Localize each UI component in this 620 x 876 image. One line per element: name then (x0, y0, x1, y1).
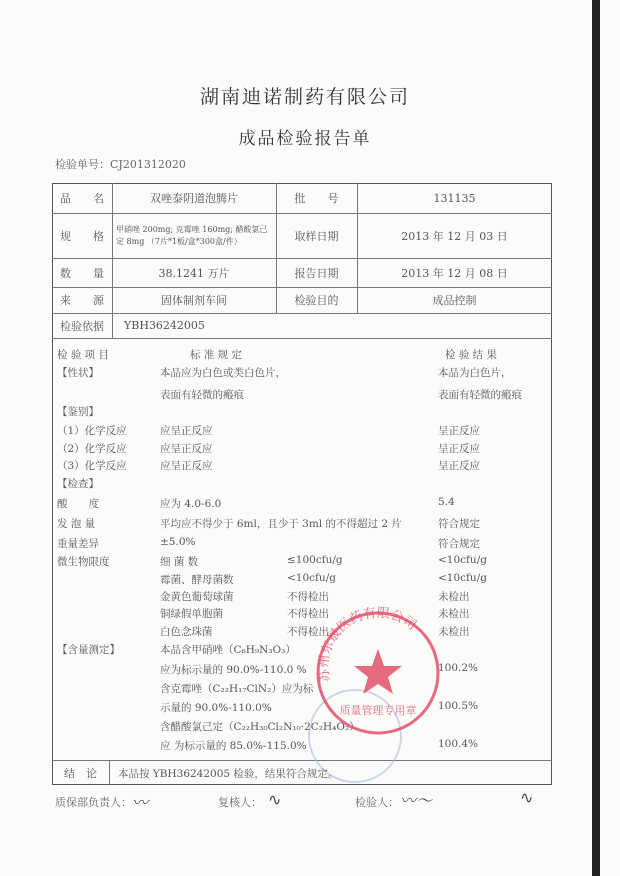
row-standard: 表面有轻微的瘢痕 (160, 389, 244, 401)
inspector-signature: 〰〜 (400, 791, 433, 810)
stamp-purpose: 质量管理专用章 (339, 704, 417, 717)
basis-label: 检验依据 (60, 319, 104, 333)
report-number (55, 156, 186, 172)
row-result: 呈正反应 (438, 443, 480, 455)
row-result: 符合规定 (438, 538, 480, 550)
row-limit: <10cfu/g (287, 572, 336, 584)
row-result: 呈正反应 (438, 425, 480, 437)
row-item: （1）化学反应 (57, 425, 127, 437)
sample-date-value: 2013 年 12 月 03 日 (401, 229, 508, 243)
column-item-header: 检 验 项 目 (57, 349, 110, 361)
document-title: 成品检验报告单 (238, 129, 372, 149)
purpose-label: 检验目的 (294, 294, 339, 307)
report-date-label: 报告日期 (294, 266, 339, 280)
row-standard: 应呈正反应 (160, 425, 213, 437)
stamp-company: 苏州东晟医药有限公司 (316, 606, 419, 683)
row-result: 未检出 (438, 608, 470, 620)
row-standard: 含醋酸氯己定（C₂₂H₃₀Cl₂N₁₀·2C₂H₄O₂） (160, 721, 360, 733)
row-result: <10cfu/g (438, 554, 487, 566)
row-item: （2）化学反应 (57, 443, 127, 455)
basis-value: YBH36242005 (124, 319, 205, 332)
row-item: 【含量测定】 (57, 644, 120, 656)
report-date-value: 2013 年 12 月 08 日 (401, 266, 508, 280)
row-limit: 不得检出 (287, 591, 329, 603)
conclusion-text: 本品按 YBH36242005 检验，结果符合规定。 (118, 768, 339, 780)
row-item: 微生物限度 (57, 556, 110, 568)
column-standard-header: 标 准 规 定 (190, 349, 243, 361)
row-standard: 示量的 90.0%-110.0% (160, 702, 272, 714)
second-inspector-signature: ∿ (520, 788, 534, 807)
product-label: 品 名 (60, 192, 104, 205)
row-standard: 平均应不得少于 6ml，且少于 3ml 的不得超过 2 片 (160, 518, 402, 530)
source-label: 来 源 (60, 294, 104, 307)
reviewer-signature: ∿ (268, 790, 282, 809)
row-result: <10cfu/g (438, 572, 487, 584)
column-result-header: 检 验 结 果 (445, 349, 498, 361)
source-value: 固体制剂车间 (161, 294, 227, 307)
row-standard: ±5.0% (160, 536, 196, 548)
row-result: 100.5% (438, 700, 479, 712)
star-icon (354, 649, 402, 694)
row-limit: 不得检出 (287, 626, 329, 638)
row-standard: 本品应为白色或类白色片， (160, 367, 286, 379)
row-standard: 应呈正反应 (160, 460, 213, 472)
row-standard: 金黄色葡萄球菌 (160, 591, 234, 603)
report-number-value: CJ201312020 (110, 158, 186, 171)
row-standard: 应为标示量的 90.0%-110.0 % (160, 664, 307, 676)
qa-head-label: 质保部负责人： (55, 796, 132, 809)
row-standard: 本品含甲硝唑（C₆H₉N₃O₃） (160, 644, 296, 656)
quantity-value: 38.1241 万片 (158, 266, 230, 280)
row-item: （3）化学反应 (57, 460, 127, 472)
row-standard: 霉菌、酵母菌数 (160, 574, 234, 586)
product-value: 双唑泰阴道泡腾片 (150, 192, 238, 205)
row-result: 未检出 (438, 591, 470, 603)
reviewer-label: 复核人： (218, 796, 262, 809)
row-result: 呈正反应 (438, 460, 480, 472)
row-result: 未检出 (438, 626, 470, 638)
row-result: 符合规定 (438, 518, 480, 530)
batch-label: 批 号 (294, 192, 339, 205)
row-standard: 应 为标示量的 85.0%-115.0% (160, 740, 307, 752)
row-result: 本品为白色片， (438, 367, 512, 379)
company-name: 湖南迪诺制药有限公司 (199, 86, 410, 108)
quantity-label: 数 量 (60, 266, 104, 280)
row-limit: ≤100cfu/g (287, 554, 343, 566)
batch-value: 131135 (433, 191, 476, 205)
sample-date-label: 取样日期 (294, 229, 339, 243)
row-item: 【鉴别】 (57, 406, 99, 418)
row-item: 【检查】 (57, 478, 99, 490)
row-limit: 不得检出 (287, 608, 329, 620)
divider (52, 338, 552, 339)
purpose-value: 成品控制 (432, 294, 477, 307)
row-result: 100.2% (438, 662, 479, 674)
row-standard: 铜绿假单胞菌 (160, 608, 223, 620)
report-number-label: 检验单号： (55, 158, 110, 171)
spec-label: 规 格 (60, 229, 104, 243)
row-result: 5.4 (438, 496, 455, 508)
row-standard: 白色念珠菌 (160, 626, 213, 638)
row-standard: 应为 4.0-6.0 (160, 498, 222, 510)
row-standard: 应呈正反应 (160, 443, 213, 455)
conclusion-label: 结 论 (64, 766, 97, 780)
row-result: 表面有轻微的瘢痕 (438, 389, 522, 401)
row-item: 酸 度 (57, 498, 99, 510)
divider (109, 760, 110, 785)
row-item: 发 泡 量 (57, 518, 96, 530)
row-standard: 含克霉唑（C₂₂H₁₇ClN₂）应为标 (160, 683, 314, 695)
inspector-label: 检验人： (355, 796, 399, 809)
row-result: 100.4% (438, 738, 479, 750)
row-item: 重量差异 (57, 538, 99, 550)
spec-value: 甲硝唑 200mg; 克霉唑 160mg; 醋酸氯己定 8mg （7片*1板/盒*300盒/件） (116, 224, 268, 246)
row-standard: 细 菌 数 (160, 556, 199, 568)
row-item: 【性状】 (57, 367, 99, 379)
qa-head-signature: 〰 (132, 793, 149, 812)
